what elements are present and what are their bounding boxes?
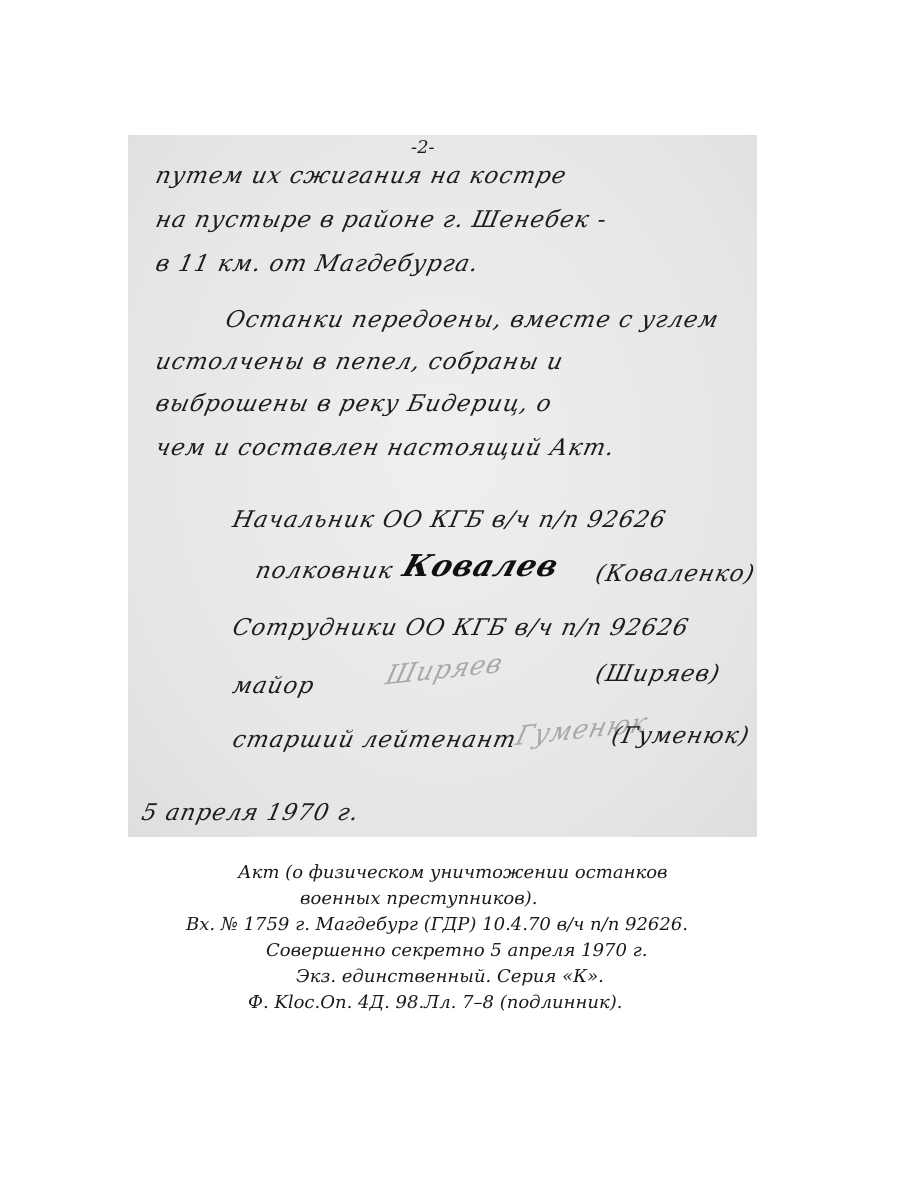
caption-line: Экз. единственный. Серия «К». <box>296 966 604 987</box>
handwritten-line: в 11 км. от Магдебурга. <box>153 251 482 277</box>
signatory-name: (Коваленко) <box>593 561 757 587</box>
caption-line: Ф. Kloc.Оп. 4Д. 98.Лл. 7–8 (подлинник). <box>248 992 623 1013</box>
handwritten-line: истолчены в пепел, собраны и <box>153 349 566 375</box>
signatory-name: (Ширяев) <box>593 661 723 687</box>
signatory-rank: старший лейтенант <box>230 727 519 753</box>
signatory-rank: полковник <box>253 558 396 584</box>
signature-shiryaev: Ширяев <box>382 648 507 692</box>
signatory-title: Сотрудники ОО КГБ в/ч п/п 92626 <box>230 615 692 641</box>
handwritten-line: чем и составлен настоящий Акт. <box>153 435 618 461</box>
signature-kovalev: Ковалев <box>398 549 564 584</box>
document-date: 5 апреля 1970 г. <box>139 800 362 826</box>
signature-gumenyuk: Гуменюк <box>512 707 652 753</box>
scanned-document <box>128 135 757 837</box>
handwritten-line: Останки передоены, вместе с углем <box>223 307 722 333</box>
signatory-rank: майор <box>230 673 317 699</box>
caption-line: военных преступников). <box>300 888 538 909</box>
handwritten-line: путем их сжигания на костре <box>153 163 570 189</box>
caption-line: Акт (о физическом уничтожении останков <box>238 862 668 883</box>
caption-line: Совершенно секретно 5 апреля 1970 г. <box>266 940 648 961</box>
signatory-title: Начальник ОО КГБ в/ч п/п 92626 <box>230 507 669 533</box>
handwritten-line: выброшены в реку Бидериц, о <box>153 391 555 417</box>
page-number: -2- <box>411 137 435 158</box>
signatory-name: (Гуменюк) <box>609 723 753 749</box>
handwritten-line: на пустыре в районе г. Шенебек - <box>153 207 610 233</box>
caption-line: Вх. № 1759 г. Магдебург (ГДР) 10.4.70 в/ч п/п 92626. <box>186 914 689 935</box>
